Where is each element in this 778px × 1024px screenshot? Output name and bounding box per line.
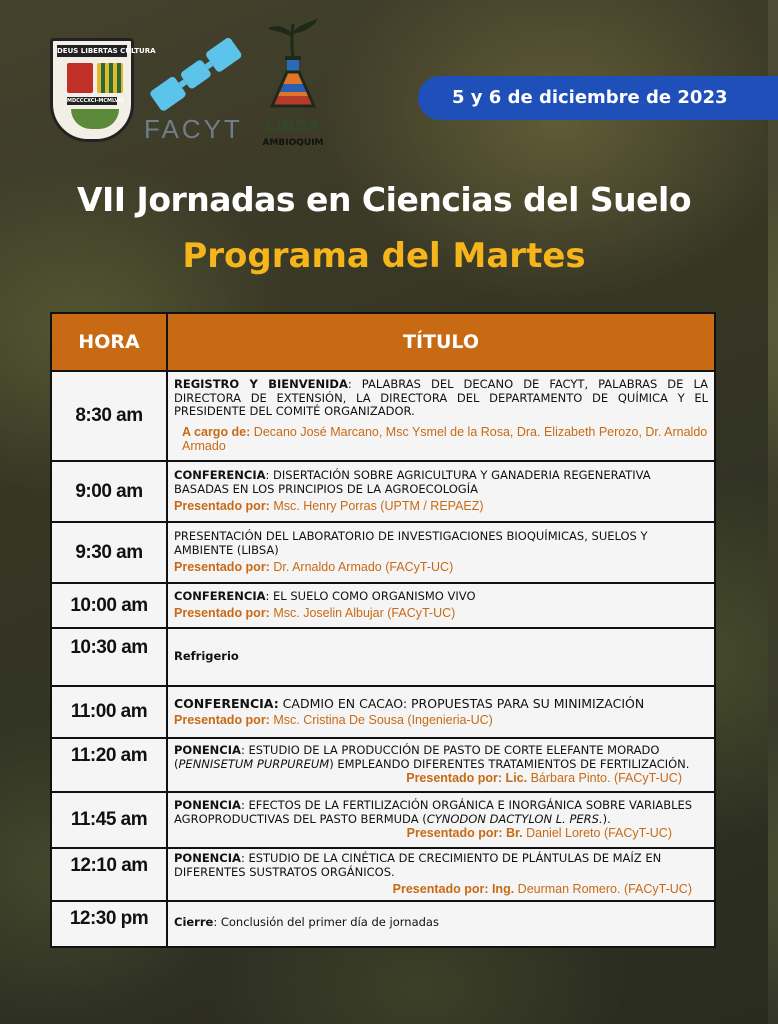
event-date-badge: 5 y 6 de diciembre de 2023 bbox=[418, 76, 778, 120]
table-row bbox=[51, 522, 715, 583]
table-row bbox=[51, 686, 715, 738]
species-name: PENNISETUM PURPUREUM bbox=[178, 756, 330, 771]
row-description bbox=[167, 583, 715, 628]
row-presenter bbox=[174, 771, 708, 785]
row-body: : ESTUDIO DE LA CINÉTICA DE CRECIMIENTO DE PLÁNTULAS DE MAÍZ EN DIFERENTES SUSTRATOS ORGÁNICOS. bbox=[174, 851, 662, 879]
flask-plant-icon bbox=[258, 14, 328, 114]
table-row bbox=[51, 848, 715, 901]
presenter-label: Presentado por: bbox=[174, 559, 270, 574]
row-text bbox=[174, 590, 708, 604]
row-time: 9:00 am bbox=[51, 461, 167, 522]
row-text bbox=[174, 799, 708, 827]
header-time: HORA bbox=[51, 313, 167, 371]
row-description bbox=[167, 738, 715, 792]
row-text bbox=[174, 378, 708, 419]
row-text bbox=[174, 696, 708, 711]
table-row bbox=[51, 628, 715, 686]
row-kind: Cierre bbox=[174, 915, 214, 930]
row-description bbox=[167, 901, 715, 947]
row-time: 10:00 am bbox=[51, 583, 167, 628]
presenter-name: Daniel Loreto (FACyT-UC) bbox=[522, 826, 672, 841]
row-text bbox=[174, 852, 708, 880]
logo-base bbox=[71, 109, 119, 129]
logo-shield-right bbox=[97, 63, 123, 93]
row-kind: PONENCIA bbox=[174, 797, 241, 812]
row-text: PRESENTACIÓN DEL LABORATORIO DE INVESTIGACIONES BIOQUÍMICAS, SUELOS Y AMBIENTE (LIBSA) bbox=[174, 529, 648, 557]
row-kind: CONFERENCIA: bbox=[174, 696, 279, 711]
row-time: 11:45 am bbox=[51, 792, 167, 848]
row-body-end: ) EMPLEANDO DIFERENTES TRATAMIENTOS DE FERTILIZACIÓN. bbox=[329, 756, 690, 771]
satellite-icon bbox=[138, 36, 256, 116]
row-time: 8:30 am bbox=[51, 371, 167, 461]
table-row bbox=[51, 792, 715, 848]
row-text bbox=[174, 744, 708, 772]
row-kind: REGISTRO Y BIENVENIDA bbox=[174, 376, 348, 391]
row-presenter bbox=[174, 713, 708, 727]
row-description bbox=[167, 848, 715, 901]
row-kind: CONFERENCIA bbox=[174, 589, 266, 604]
presenter-name: Decano José Marcano, Msc Ysmel de la Rosa, Dra. Elizabeth Perozo, Dr. Arnaldo Armado bbox=[182, 425, 708, 454]
facyt-logo-text: FACYT bbox=[144, 114, 243, 144]
table-row bbox=[51, 461, 715, 522]
row-time: 11:00 am bbox=[51, 686, 167, 738]
presenter-name: Msc. Cristina De Sousa (Ingenieria-UC) bbox=[269, 713, 493, 727]
row-body: : ESTUDIO DE LA PRODUCCIÓN DE PASTO DE CORTE ELEFANTE MORADO ( bbox=[174, 742, 660, 771]
row-body: : DISERTACIÓN SOBRE AGRICULTURA Y GANADERIA REGENERATIVA BASADAS EN LOS PRINCIPIOS DE LA AGROECOLOGÍA bbox=[174, 468, 651, 496]
row-description bbox=[167, 628, 715, 686]
row-description bbox=[167, 461, 715, 522]
libsa-logo bbox=[258, 14, 328, 150]
presenter-label: A cargo de: bbox=[182, 425, 251, 440]
row-time: 12:30 pm bbox=[51, 901, 167, 947]
row-description bbox=[167, 792, 715, 848]
presenter-label: Presentado por: bbox=[174, 498, 270, 513]
row-presenter bbox=[174, 425, 708, 453]
facyt-logo bbox=[138, 36, 256, 144]
row-presenter bbox=[174, 882, 708, 896]
row-body: CADMIO EN CACAO: PROPUESTAS PARA SU MINIMIZACIÓN bbox=[278, 696, 645, 711]
page-subtitle: Programa del Martes bbox=[182, 236, 586, 276]
logo-motto: DEUS LIBERTAS CULTURA bbox=[57, 47, 156, 55]
row-presenter bbox=[174, 560, 708, 574]
presenter-name: Deurman Romero. (FACyT-UC) bbox=[514, 881, 692, 896]
presenter-name: Msc. Joselin Albujar (FACyT-UC) bbox=[269, 605, 456, 620]
row-time: 10:30 am bbox=[51, 628, 167, 686]
row-text bbox=[174, 469, 708, 497]
row-description bbox=[167, 686, 715, 738]
row-presenter bbox=[174, 499, 708, 513]
row-kind: PONENCIA bbox=[174, 851, 241, 865]
page-title: VII Jornadas en Ciencias del Suelo bbox=[76, 180, 692, 219]
row-body: : EL SUELO COMO ORGANISMO VIVO bbox=[265, 589, 476, 604]
presenter-label: Presentado por: bbox=[174, 713, 270, 727]
program-table bbox=[50, 312, 716, 948]
row-kind: CONFERENCIA bbox=[174, 468, 266, 483]
presenter-label: Presentado por: Br. bbox=[406, 826, 523, 841]
libsa-logo-text: LIBSA bbox=[265, 116, 321, 135]
row-time: 12:10 am bbox=[51, 848, 167, 901]
species-name: CYNODON DACTYLON L. PERS. bbox=[426, 811, 603, 826]
presenter-name: Dr. Arnaldo Armado (FACyT-UC) bbox=[269, 559, 454, 574]
presenter-label: Presentado por: Lic. bbox=[406, 771, 528, 786]
row-body-end: ). bbox=[602, 811, 611, 826]
header-title: TÍTULO bbox=[167, 313, 715, 371]
table-row bbox=[51, 901, 715, 947]
presenter-name: Bárbara Pinto. (FACyT-UC) bbox=[527, 771, 682, 786]
university-logo bbox=[50, 38, 156, 142]
table-row bbox=[51, 738, 715, 792]
row-body: : Conclusión del primer día de jornadas bbox=[213, 915, 439, 930]
logo-years: MDCCCXCI-MCMLVIII bbox=[67, 98, 124, 104]
row-time: 9:30 am bbox=[51, 522, 167, 583]
row-time: 11:20 am bbox=[51, 738, 167, 792]
row-body: : PALABRAS DEL DECANO DE FACYT, PALABRAS DE LA DIRECTORA DE EXTENSIÓN, LA DIRECTORA DEL DEPARTAMENTO DE QUÍMICA Y EL PRESIDENTE DEL COMITÉ ORGANIZADOR. bbox=[174, 376, 708, 419]
row-presenter bbox=[174, 826, 708, 840]
ambioquim-text: AMBIOQUIM bbox=[262, 138, 324, 148]
table-row bbox=[51, 371, 715, 461]
row-description bbox=[167, 522, 715, 583]
row-presenter bbox=[174, 606, 708, 620]
row-body: : EFECTOS DE LA FERTILIZACIÓN ORGÁNICA E INORGÁNICA SOBRE VARIABLES AGROPRODUCTIVAS DEL PASTO BERMUDA ( bbox=[174, 797, 693, 826]
logo-shield-left bbox=[67, 63, 93, 93]
table-header-row bbox=[51, 313, 715, 371]
presenter-label: Presentado por: bbox=[174, 605, 270, 620]
row-kind: PONENCIA bbox=[174, 742, 241, 757]
table-row bbox=[51, 583, 715, 628]
presenter-name: Msc. Henry Porras (UPTM / REPAEZ) bbox=[269, 498, 484, 513]
presenter-label: Presentado por: Ing. bbox=[392, 881, 515, 896]
row-description bbox=[167, 371, 715, 461]
break-label: Refrigerio bbox=[174, 648, 239, 663]
